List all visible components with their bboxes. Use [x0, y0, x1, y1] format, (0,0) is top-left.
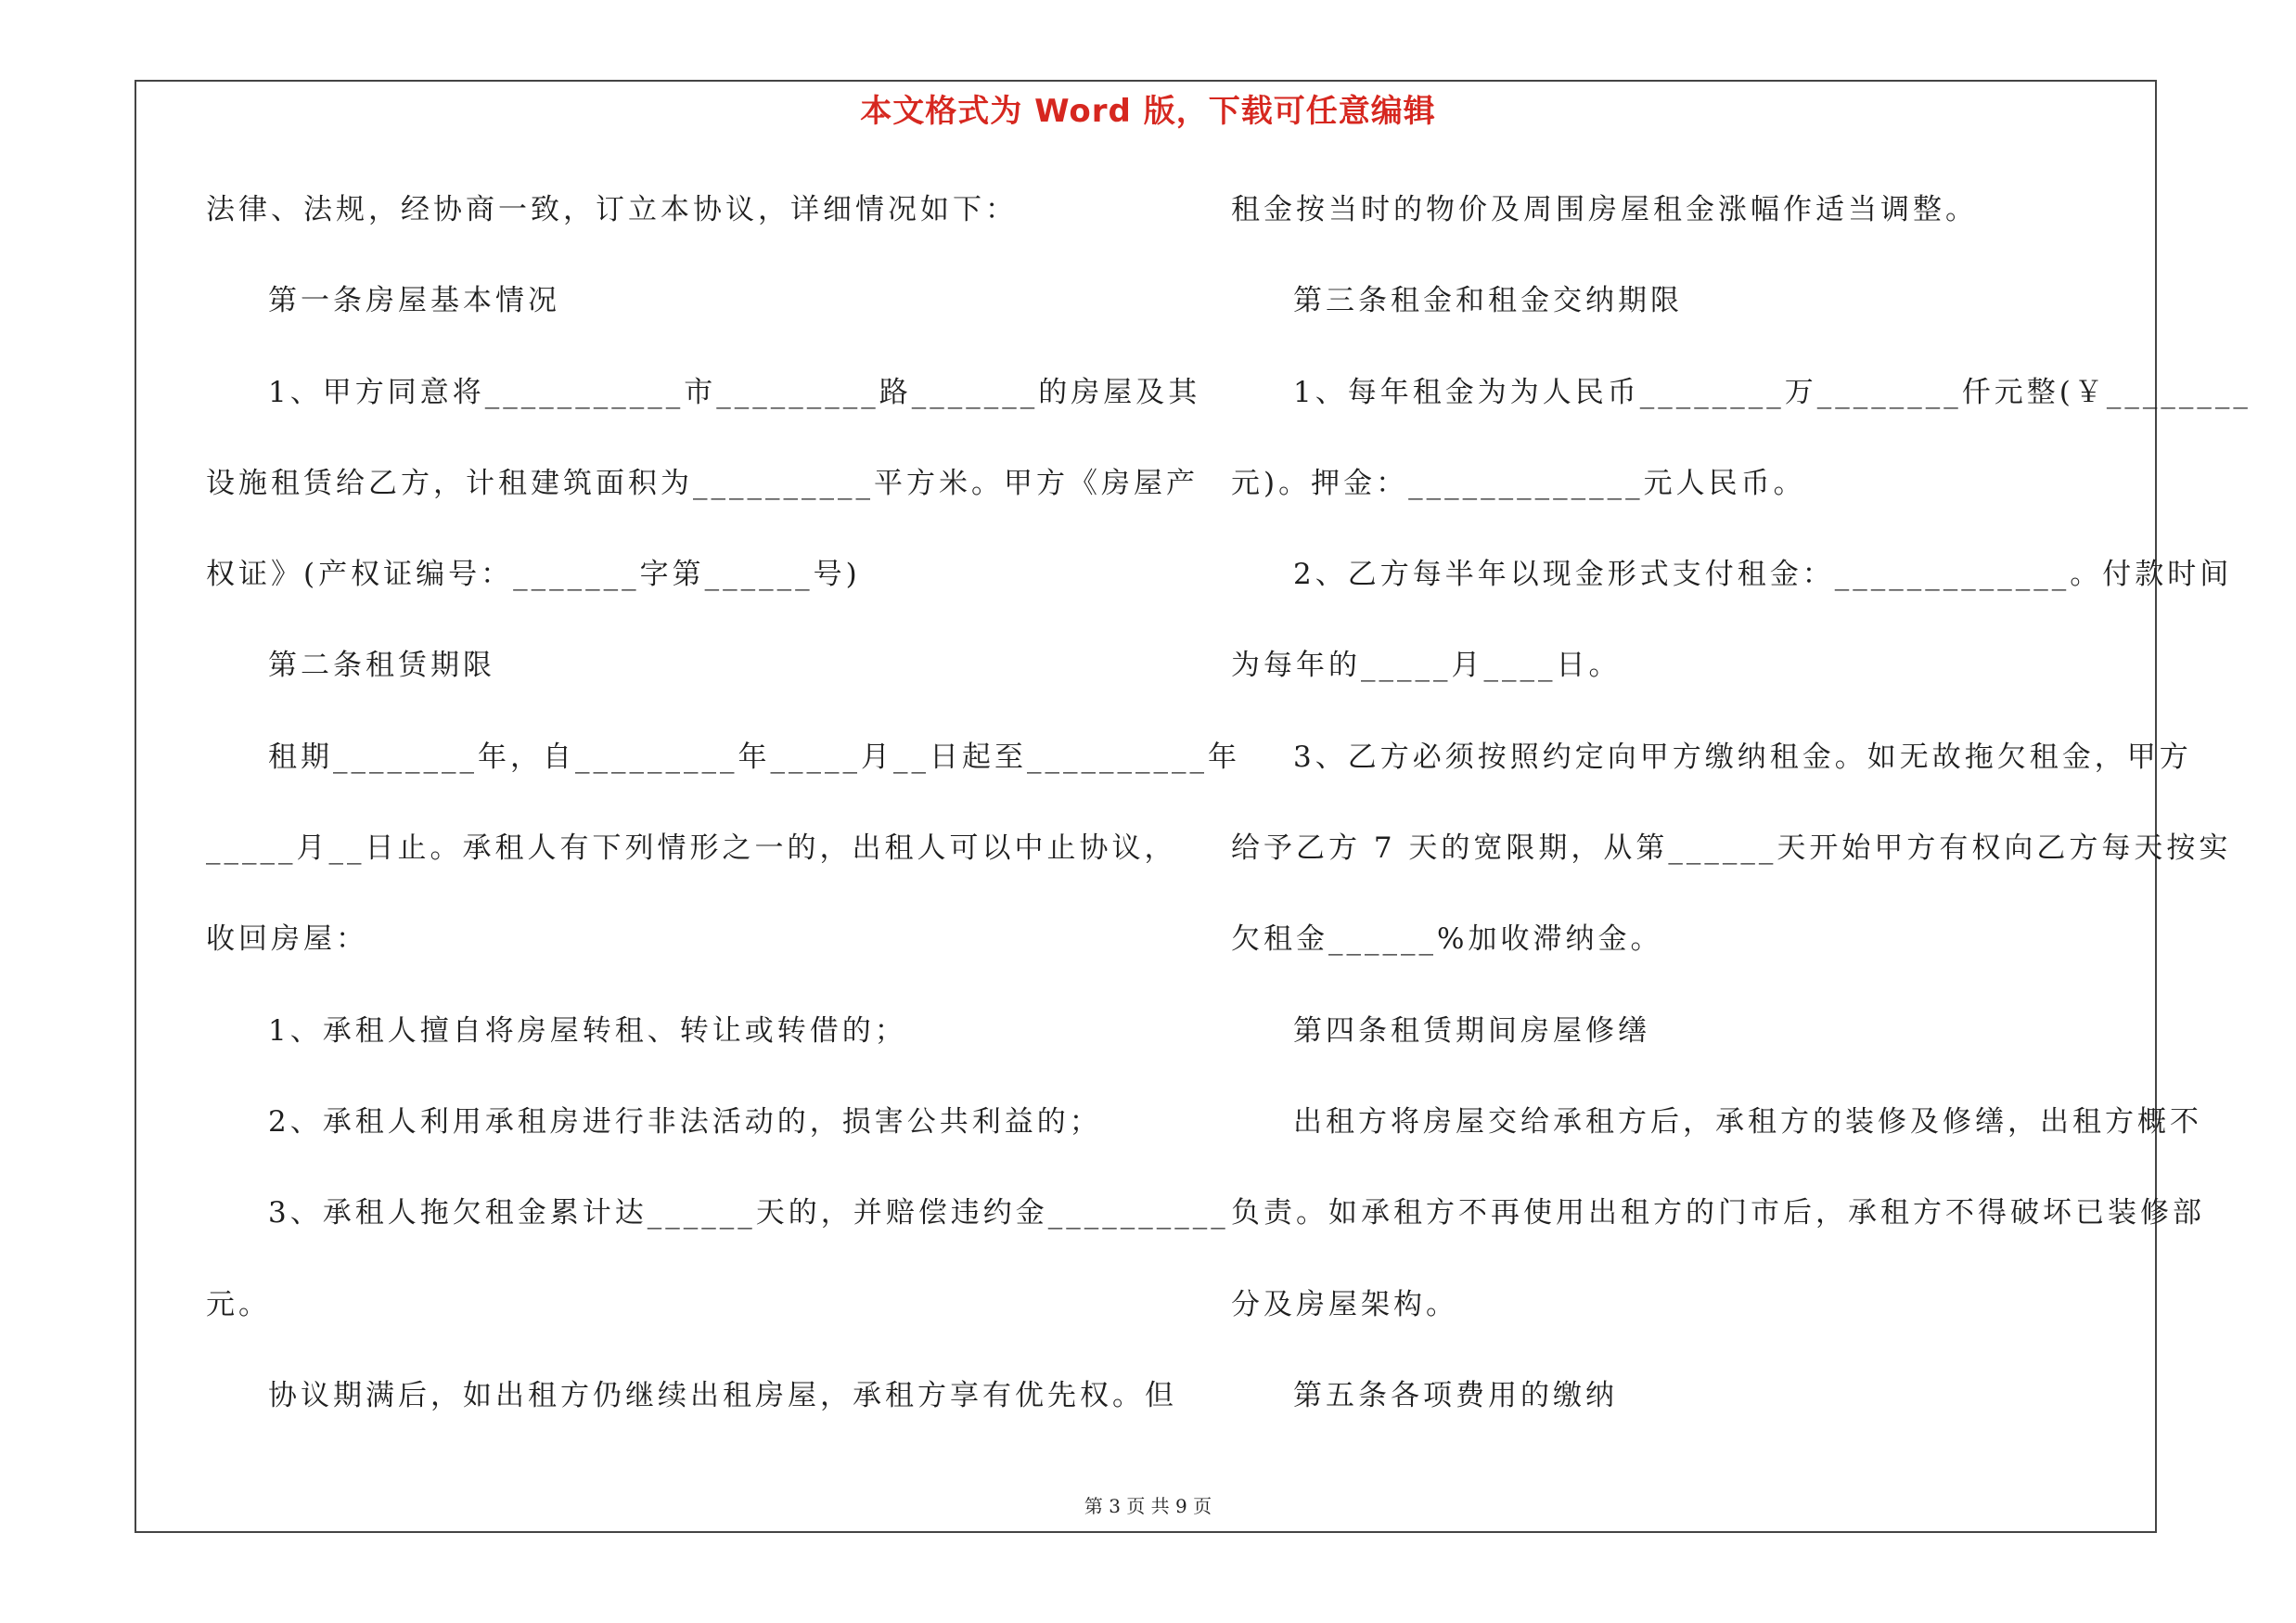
- document-banner: 本文格式为 Word 版，下载可任意编辑: [860, 93, 1436, 130]
- text-line: 分及房屋架构。: [1231, 1287, 1458, 1321]
- text-line: 权证》(产权证编号：_______字第______号): [206, 558, 861, 592]
- section-heading: 第三条租金和租金交纳期限: [1293, 284, 1683, 318]
- text-line: _____月__日止。承租人有下列情形之一的，出租人可以中止协议，: [206, 831, 1177, 866]
- text-line: 元)。押金：_____________元人民币。: [1231, 466, 1806, 500]
- section-heading: 第五条各项费用的缴纳: [1293, 1378, 1618, 1412]
- text-line: 2、承租人利用承租房进行非法活动的，损害公共利益的；: [268, 1104, 1102, 1139]
- text-line: 租期________年，自_________年_____月__日起至__________年: [268, 740, 1240, 774]
- text-line: 协议期满后，如出租方仍继续出租房屋，承租方享有优先权。但: [268, 1378, 1177, 1412]
- text-line: 2、乙方每半年以现金形式支付租金：_____________。付款时间: [1293, 558, 2233, 592]
- page-number: 第 3 页 共 9 页: [1084, 1495, 1212, 1517]
- text-line: 出租方将房屋交给承租方后，承租方的装修及修缮，出租方概不: [1293, 1104, 2202, 1139]
- section-heading: 第四条租赁期间房屋修缮: [1293, 1013, 1650, 1048]
- text-line: 租金按当时的物价及周围房屋租金涨幅作适当调整。: [1231, 193, 1978, 226]
- text-line: 设施租赁给乙方，计租建筑面积为__________平方米。甲方《房屋产: [206, 466, 1199, 500]
- text-line: 元。: [206, 1287, 271, 1321]
- section-heading: 第二条租赁期限: [268, 649, 495, 683]
- text-line: 3、乙方必须按照约定向甲方缴纳租金。如无故拖欠租金，甲方: [1293, 740, 2192, 774]
- text-line: 欠租金______%加收滞纳金。: [1231, 922, 1663, 957]
- text-line: 1、承租人擅自将房屋转租、转让或转借的；: [268, 1013, 907, 1048]
- text-line: 收回房屋：: [206, 922, 368, 957]
- right-column: [1231, 182, 2251, 1459]
- text-line: 法律、法规，经协商一致，订立本协议，详细情况如下：: [206, 193, 1018, 226]
- text-line: 1、甲方同意将___________市_________路_______的房屋及其: [268, 375, 1201, 409]
- left-column: [206, 182, 1240, 1459]
- text-line: 1、每年租金为为人民币________万________仟元整(￥________: [1293, 375, 2251, 409]
- text-line: 3、承租人拖欠租金累计达______天的，并赔偿违约金__________: [268, 1196, 1229, 1230]
- text-line: 给予乙方 7 天的宽限期，从第______天开始甲方有权向乙方每天按实: [1231, 831, 2232, 866]
- text-line: 负责。如承租方不再使用出租方的门市后，承租方不得破坏已装修部: [1231, 1196, 2205, 1230]
- text-line: 为每年的_____月____日。: [1231, 649, 1622, 683]
- section-heading: 第一条房屋基本情况: [268, 284, 560, 318]
